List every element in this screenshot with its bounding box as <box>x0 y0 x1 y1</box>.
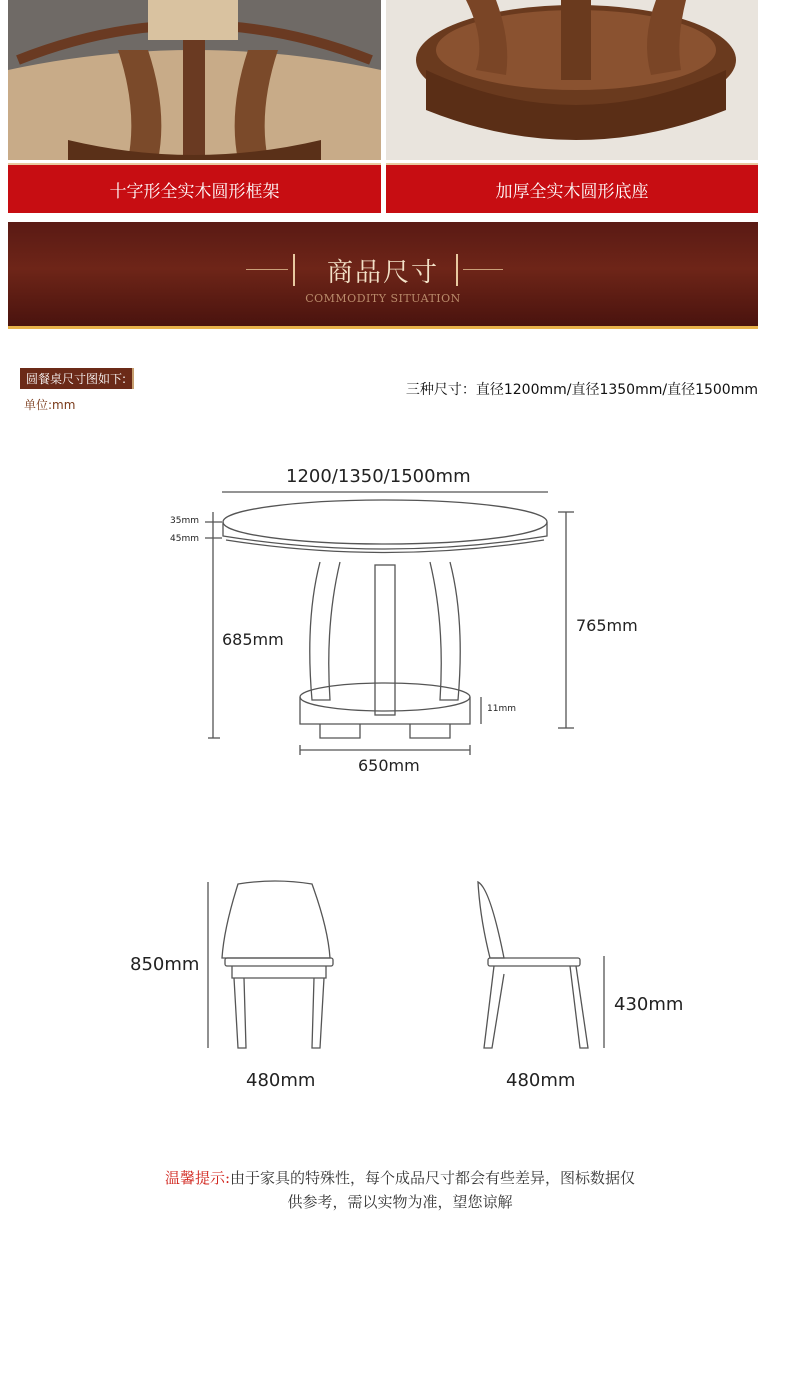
seat-height-label: 430mm <box>614 994 684 1015</box>
notice-line1: 由于家具的特殊性，每个成品尺寸都会有些差异，图标数据仅 <box>230 1169 636 1187</box>
table-drawing <box>0 440 800 800</box>
section-banner <box>8 222 758 329</box>
chair-side-drawing <box>470 878 620 1058</box>
chair-depth-label: 480mm <box>506 1070 576 1091</box>
banner-rule <box>463 269 503 270</box>
feature-caption: 加厚全实木圆形底座 <box>495 181 649 202</box>
notice-label: 温馨提示: <box>164 1169 231 1187</box>
table-diameter-label: 1200/1350/1500mm <box>286 466 471 487</box>
notice <box>0 1166 800 1214</box>
base-photo <box>386 0 758 160</box>
leg-height-label: 685mm <box>222 630 284 649</box>
banner-title: 商品尺寸 <box>326 258 439 288</box>
feature-caption: 十字形全实木圆形框架 <box>109 181 280 202</box>
frame-photo <box>8 0 381 160</box>
total-height-label: 765mm <box>576 616 638 635</box>
banner-subtitle: COMMODITY SITUATION <box>305 292 461 305</box>
chair-height-label: 850mm <box>130 954 200 975</box>
chair-front-drawing <box>200 878 350 1058</box>
top-thickness-label: 35mm <box>170 516 199 526</box>
notice-line2: 供参考，需以实物为准，望您谅解 <box>287 1193 513 1211</box>
apron-thickness-label: 45mm <box>170 534 199 544</box>
feature-caption-bar <box>386 163 758 213</box>
chair-width-label: 480mm <box>246 1070 316 1091</box>
size-options: 三种尺寸：直径1200mm/直径1350mm/直径1500mm <box>405 382 758 398</box>
banner-bracket <box>456 254 458 286</box>
base-height-label: 11mm <box>487 704 516 714</box>
feature-caption-bar <box>8 163 381 213</box>
size-tag: 圆餐桌尺寸图如下: <box>20 368 134 389</box>
unit-label: 单位:mm <box>24 398 76 412</box>
base-width-label: 650mm <box>358 756 420 775</box>
